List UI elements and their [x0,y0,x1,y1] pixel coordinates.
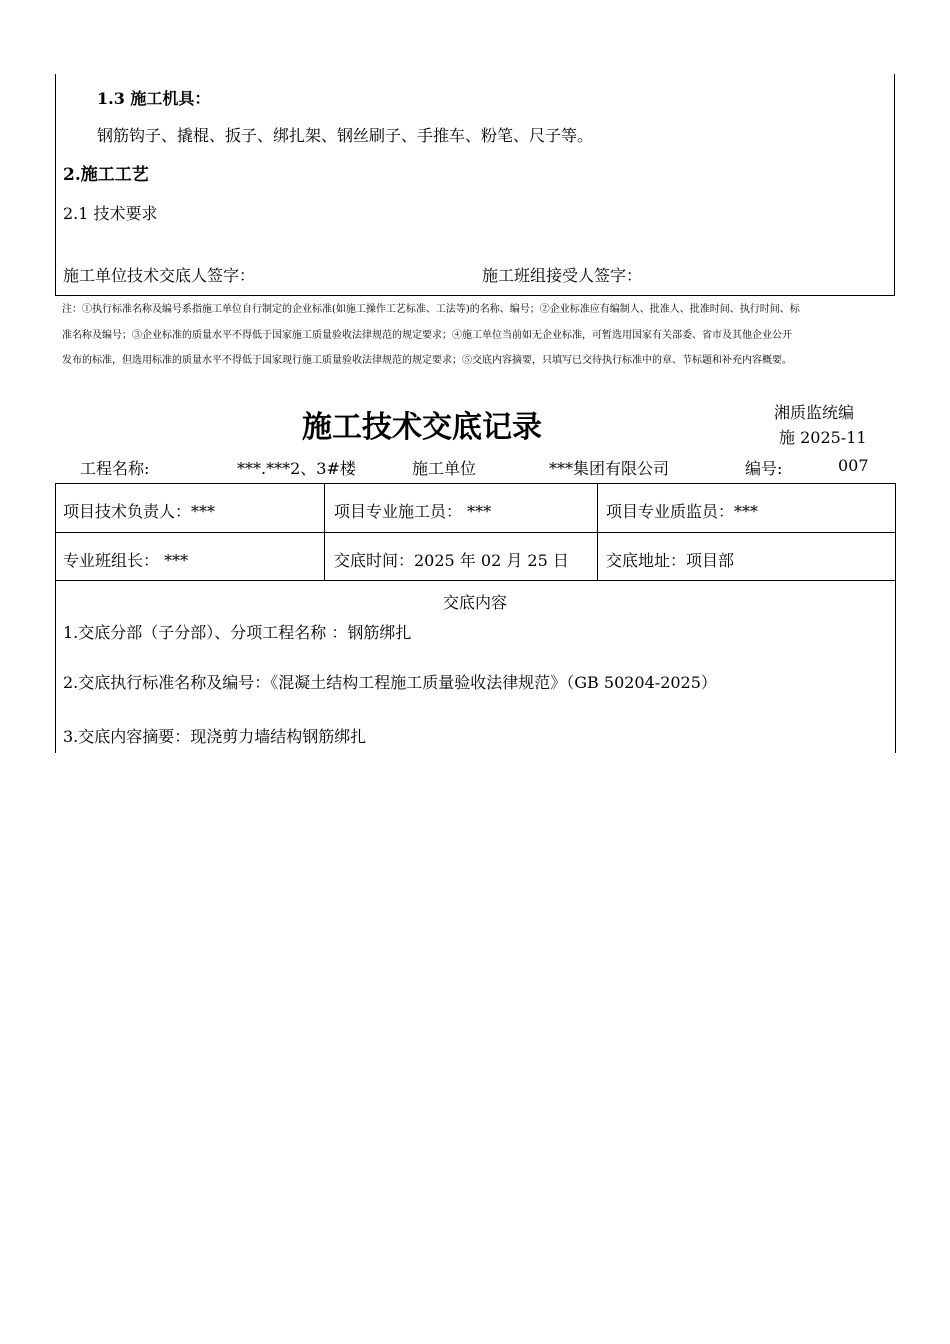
number-label: 编号: [745,459,783,478]
table-divider-row2 [55,580,896,581]
section-2-heading: 2.施工工艺 [63,165,149,185]
number-value: 007 [838,456,869,475]
signature-left-label: 施工单位技术交底人签字： [63,266,256,285]
team-leader-cell: 专业班组长： *** [63,551,189,570]
project-name-value: ***.***2、3#楼 [237,459,356,478]
construction-unit-label: 施工单位 [412,459,477,478]
form-title: 施工技术交底记录 [302,410,542,445]
section-1-3-heading: 1.3 施工机具： [97,89,211,108]
construction-unit-value: ***集团有限公司 [549,459,670,478]
disclosure-location-cell: 交底地址：项目部 [606,551,735,570]
project-name-label: 工程名称: [80,459,150,478]
table-divider-row1 [55,532,896,533]
form-code-line-1: 湘质监统编 [774,403,855,422]
section-2-1: 2.1 技术要求 [63,204,158,223]
note-line-1: 注：①执行标准名称及编号系指施工单位自行制定的企业标准(如施工操作工艺标准、工法等)的名称、编号；②企业标准应有编制人、批准人、批准时间、执行时间、标 [62,304,800,315]
tech-lead-cell: 项目技术负责人：*** [63,502,216,521]
signature-right-label: 施工班组接受人签字： [482,266,643,285]
constructor-cell: 项目专业施工员： *** [334,502,492,521]
content-item-2: 2.交底执行标准名称及编号：《混凝土结构工程施工质量验收法律规范》（GB 50204-2025） [63,673,717,692]
content-heading: 交底内容 [443,593,508,612]
table-col-divider-2 [597,483,598,581]
disclosure-table [55,483,896,753]
section-1-3-text: 钢筋钩子、撬棍、扳子、绑扎架、钢丝刷子、手推车、粉笔、尺子等。 [97,126,594,145]
quality-supervisor-cell: 项目专业质监员：*** [606,502,759,521]
note-line-3: 发布的标准，但选用标准的质量水平不得低于国家现行施工质量验收法律规范的规定要求；⑤交底内容摘要，只填写已交待执行标准中的章、节标题和补充内容概要。 [62,355,792,366]
disclosure-time-cell: 交底时间：2025 年 02 月 25 日 [334,551,569,570]
form-code-line-2: 施 2025-11 [779,428,867,447]
note-line-2: 准名称及编号；③企业标准的质量水平不得低于国家施工质量验收法律规范的规定要求；④施工单位当前如无企业标准，可暂选用国家有关部委、省市及其他企业公开 [62,330,792,341]
content-item-1: 1.交底分部（子分部）、分项工程名称 ：钢筋绑扎 [63,623,412,642]
table-col-divider-1 [324,483,325,581]
content-item-3: 3.交底内容摘要：现浇剪力墙结构钢筋绑扎 [63,727,367,746]
